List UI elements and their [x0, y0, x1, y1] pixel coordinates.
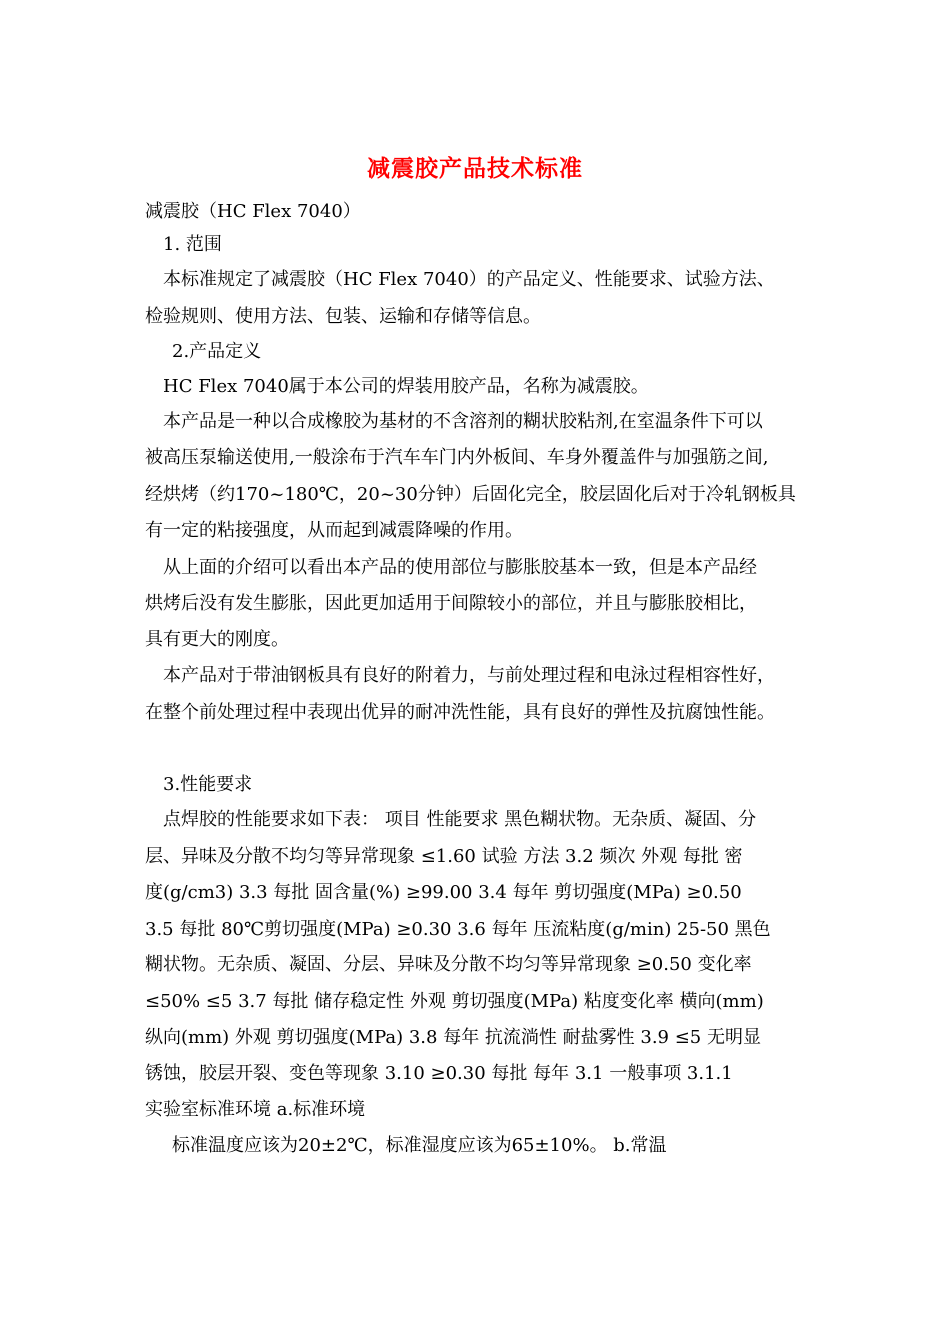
section-heading-requirements: 3.性能要求	[163, 774, 253, 795]
product-name-line: 减震胶（HC Flex 7040）	[145, 201, 361, 222]
paragraph-line: 糊状物。无杂质、凝固、分层、异味及分散不均匀等异常现象 ≥0.50 变化率	[145, 954, 752, 975]
paragraph-line: 3.5 每批 80℃剪切强度(MPa) ≥0.30 3.6 每年 压流粘度(g/min) 25-50 黑色	[145, 919, 771, 940]
paragraph-line: ≤50% ≤5 3.7 每批 储存稳定性 外观 剪切强度(MPa) 粘度变化率 横向(mm)	[145, 991, 764, 1012]
paragraph-line: 从上面的介绍可以看出本产品的使用部位与膨胀胶基本一致，但是本产品经	[163, 557, 757, 578]
paragraph-line: 本产品对于带油钢板具有良好的附着力，与前处理过程和电泳过程相容性好，	[163, 665, 775, 686]
paragraph-line: 点焊胶的性能要求如下表： 项目 性能要求 黑色糊状物。无杂质、凝固、分	[163, 809, 757, 830]
paragraph-line: 检验规则、使用方法、包装、运输和存储等信息。	[145, 306, 541, 327]
paragraph-line: 在整个前处理过程中表现出优异的耐冲洗性能，具有良好的弹性及抗腐蚀性能。	[145, 702, 775, 723]
paragraph-line: 本产品是一种以合成橡胶为基材的不含溶剂的糊状胶粘剂,在室温条件下可以	[163, 411, 763, 432]
paragraph-line: 层、异味及分散不均匀等异常现象 ≤1.60 试验 方法 3.2 频次 外观 每批 密	[145, 846, 743, 867]
paragraph-line: 纵向(mm) 外观 剪切强度(MPa) 3.8 每年 抗流淌性 耐盐雾性 3.9 ≤5 无明显	[145, 1027, 761, 1048]
paragraph-line: 有一定的粘接强度，从而起到减震降噪的作用。	[145, 520, 523, 541]
section-heading-definition: 2.产品定义	[172, 341, 262, 362]
paragraph-line: HC Flex 7040属于本公司的焊装用胶产品，名称为减震胶。	[163, 376, 649, 397]
document-title: 减震胶产品技术标准	[367, 155, 583, 182]
paragraph-line: 被高压泵输送使用,一般涂布于汽车车门内外板间、车身外覆盖件与加强筋之间,	[145, 447, 769, 468]
paragraph-line: 具有更大的刚度。	[145, 629, 289, 650]
paragraph-line: 烘烤后没有发生膨胀，因此更加适用于间隙较小的部位，并且与膨胀胶相比，	[145, 593, 757, 614]
paragraph-line: 实验室标准环境 a.标准环境	[145, 1099, 366, 1120]
paragraph-line: 经烘烤（约170~180℃，20~30分钟）后固化完全，胶层固化后对于冷轧钢板具	[145, 484, 796, 505]
section-heading-scope: 1. 范围	[163, 234, 222, 255]
paragraph-line: 度(g/cm3) 3.3 每批 固含量(%) ≥99.00 3.4 每年 剪切强度(MPa) ≥0.50	[145, 882, 742, 903]
paragraph-line: 锈蚀，胶层开裂、变色等现象 3.10 ≥0.30 每批 每年 3.1 一般事项 3.1.1	[145, 1063, 733, 1084]
paragraph-line: 本标准规定了减震胶（HC Flex 7040）的产品定义、性能要求、试验方法、	[163, 269, 775, 290]
paragraph-line: 标准温度应该为20±2℃，标准湿度应该为65±10%。 b.常温	[172, 1135, 667, 1156]
